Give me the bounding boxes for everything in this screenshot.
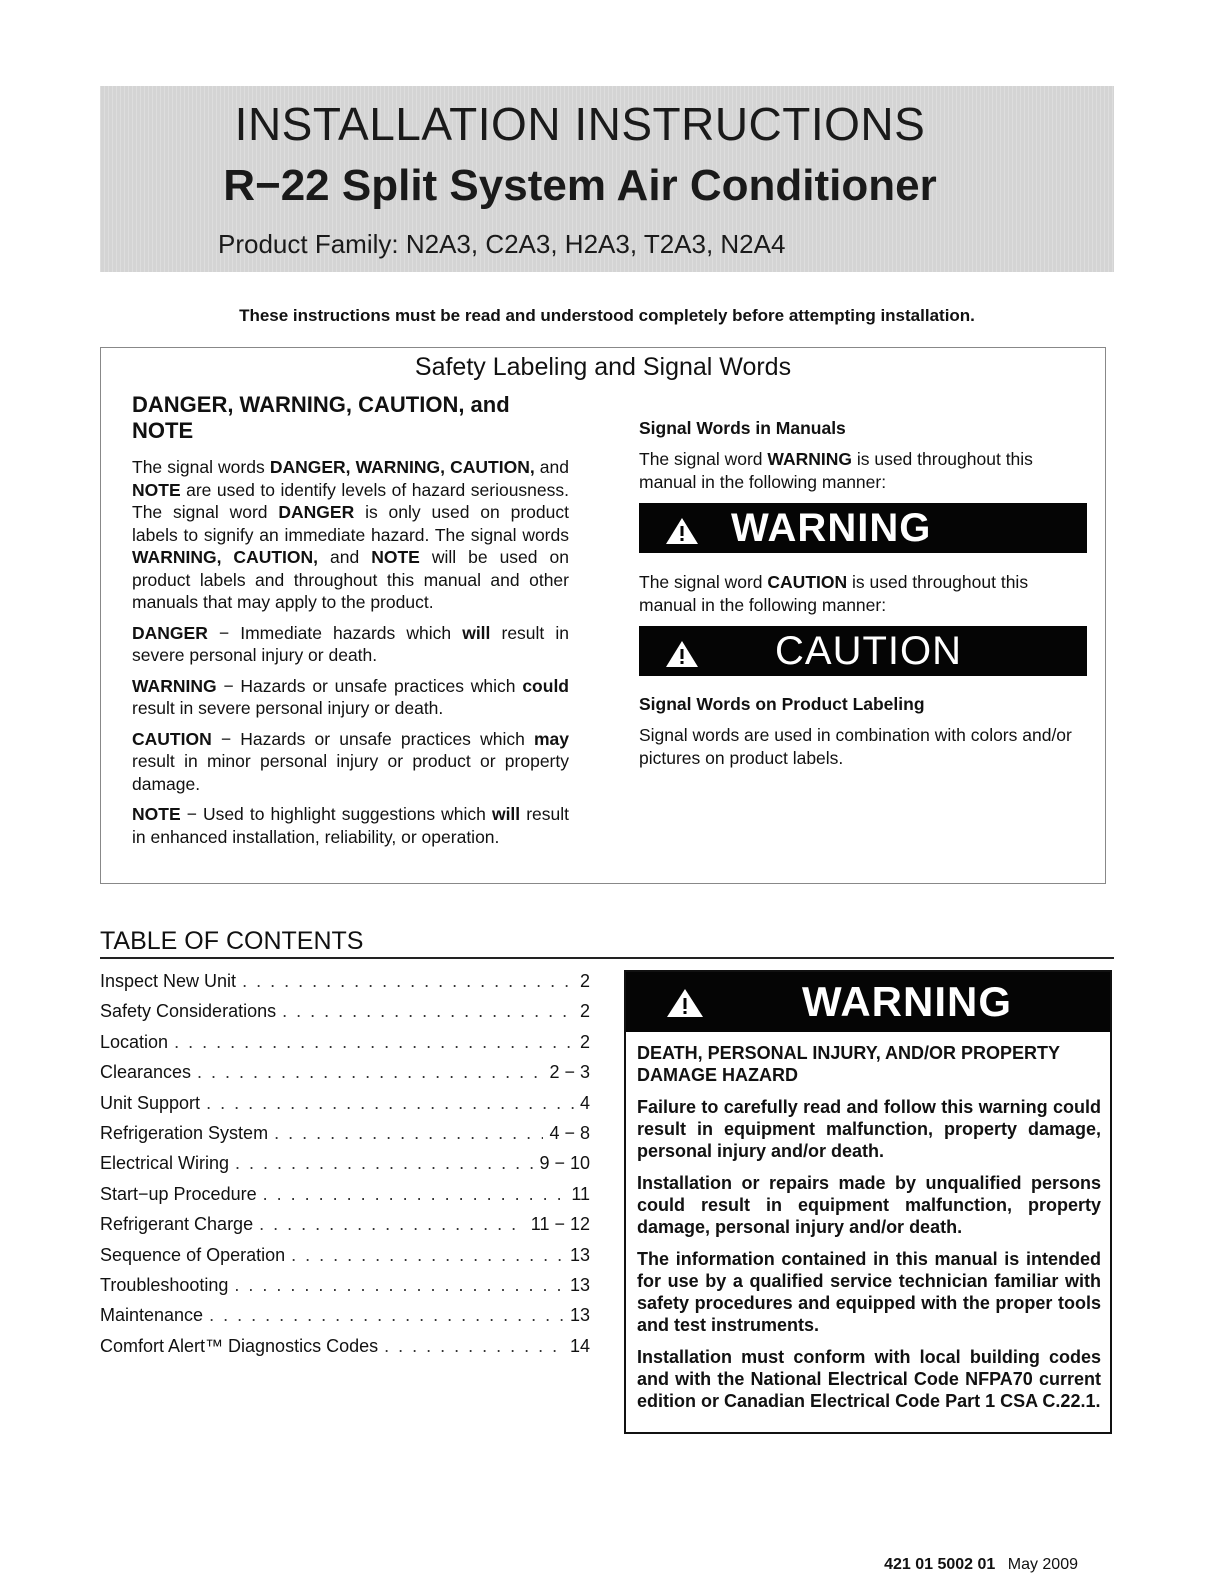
labeling-heading: Signal Words on Product Labeling	[639, 694, 925, 714]
toc-item[interactable]: Sequence of Operation . . . 13	[100, 1240, 590, 1270]
caution-label-bar	[639, 626, 1087, 676]
product-title: R−22 Split System Air Conditioner	[223, 161, 937, 210]
warning-paragraph: Installation or repairs made by unqualified persons could result in equipment malfunction, property damage, personal injury and/or death.	[637, 1173, 1101, 1237]
footer	[884, 1556, 1078, 1574]
toc-item[interactable]: Maintenance . . . 13	[100, 1300, 590, 1330]
warning-label-text: WARNING	[731, 506, 932, 550]
installation-warning-box	[624, 970, 1112, 1434]
toc-item[interactable]: Refrigerant Charge . . . 11 − 12	[100, 1209, 590, 1239]
warning-triangle-icon	[666, 988, 704, 1018]
labeling-text: Signal words are used in combination with colors and/or pictures on product labels.	[639, 725, 1072, 768]
document-title: INSTALLATION INSTRUCTIONS	[234, 98, 926, 150]
danger-definition: DANGER − Immediate hazards which will result in severe personal injury or death.	[132, 622, 569, 665]
note-definition: NOTE − Used to highlight suggestions which will result in enhanced installation, reliability, or operation.	[132, 804, 569, 847]
warning-body	[637, 1042, 1101, 1422]
caution-usage-text: The signal word CAUTION is used throughout this manual in the following manner:	[639, 572, 1029, 615]
toc-item[interactable]: Unit Support . . . 4	[100, 1088, 590, 1118]
signal-words-usage	[639, 418, 1085, 777]
toc-item[interactable]: Troubleshooting . . . 13	[100, 1270, 590, 1300]
warning-triangle-icon	[665, 517, 699, 545]
warning-banner-text: WARNING	[802, 978, 1012, 1025]
product-family: Product Family: N2A3, C2A3, H2A3, T2A3, N2A4	[218, 229, 786, 259]
warning-paragraph: The information contained in this manual is intended for use by a qualified service technician familiar with safety procedures and equipped with the proper tools and test instruments.	[637, 1249, 1101, 1335]
warning-paragraph: Installation must conform with local building codes and with the National Electrical Code NFPA70 current edition or Canadian Electrical Code Part 1 CSA C.22.1.	[637, 1347, 1101, 1411]
toc-divider	[100, 957, 1114, 959]
safety-labeling-box	[100, 347, 1106, 884]
warning-banner	[626, 972, 1110, 1032]
toc-item[interactable]: Location . . . 2	[100, 1027, 590, 1057]
publication-date: May 2009	[1007, 1556, 1078, 1573]
safety-title: Safety Labeling and Signal Words	[414, 353, 792, 381]
warning-label-bar	[639, 503, 1087, 553]
caution-definition: CAUTION − Hazards or unsafe practices which may result in minor personal injury or product or property damage.	[132, 728, 569, 794]
definitions-heading: DANGER, WARNING, CAUTION, and NOTE	[132, 392, 510, 443]
toc-item[interactable]: Inspect New Unit . . . 2	[100, 966, 590, 996]
toc-item[interactable]: Refrigeration System . . . 4 − 8	[100, 1118, 590, 1148]
signal-words-intro: The signal words DANGER, WARNING, CAUTION, and NOTE are used to identify levels of hazard seriousness. The signal word DANGER is only used on product labels to signify an immediate hazard. The signal words WARNING, CAUTION, and NOTE will be used on product labels and throughout this manual and other manuals that may apply to the product.	[132, 457, 569, 612]
toc-item[interactable]: Electrical Wiring . . . 9 − 10	[100, 1148, 590, 1178]
toc-item[interactable]: Start−up Procedure . . . 11	[100, 1179, 590, 1209]
warning-paragraph: Failure to carefully read and follow this warning could result in equipment malfunction, property damage, personal injury and/or death.	[637, 1097, 1101, 1161]
toc-title: TABLE OF CONTENTS	[100, 927, 364, 955]
warning-usage-text: The signal word WARNING is used throughout this manual in the following manner:	[639, 449, 1033, 492]
warning-definition: WARNING − Hazards or unsafe practices which could result in severe personal injury or death.	[132, 675, 569, 718]
toc-item[interactable]: Safety Considerations . . . 2	[100, 996, 590, 1026]
document-number: 421 01 5002 01	[884, 1556, 996, 1573]
signal-words-definitions	[132, 392, 569, 856]
toc-list	[100, 966, 590, 1361]
manuals-heading: Signal Words in Manuals	[639, 418, 846, 438]
caution-label-text: CAUTION	[775, 629, 962, 673]
toc-item[interactable]: Clearances . . . 2 − 3	[100, 1057, 590, 1087]
caution-triangle-icon	[665, 640, 699, 668]
read-instructions-notice: These instructions must be read and understood completely before attempting installation.	[239, 306, 975, 325]
hazard-title: DEATH, PERSONAL INJURY, AND/OR PROPERTY DAMAGE HAZARD	[637, 1043, 1060, 1085]
toc-item[interactable]: Comfort Alert™ Diagnostics Codes . . . 14	[100, 1331, 590, 1361]
